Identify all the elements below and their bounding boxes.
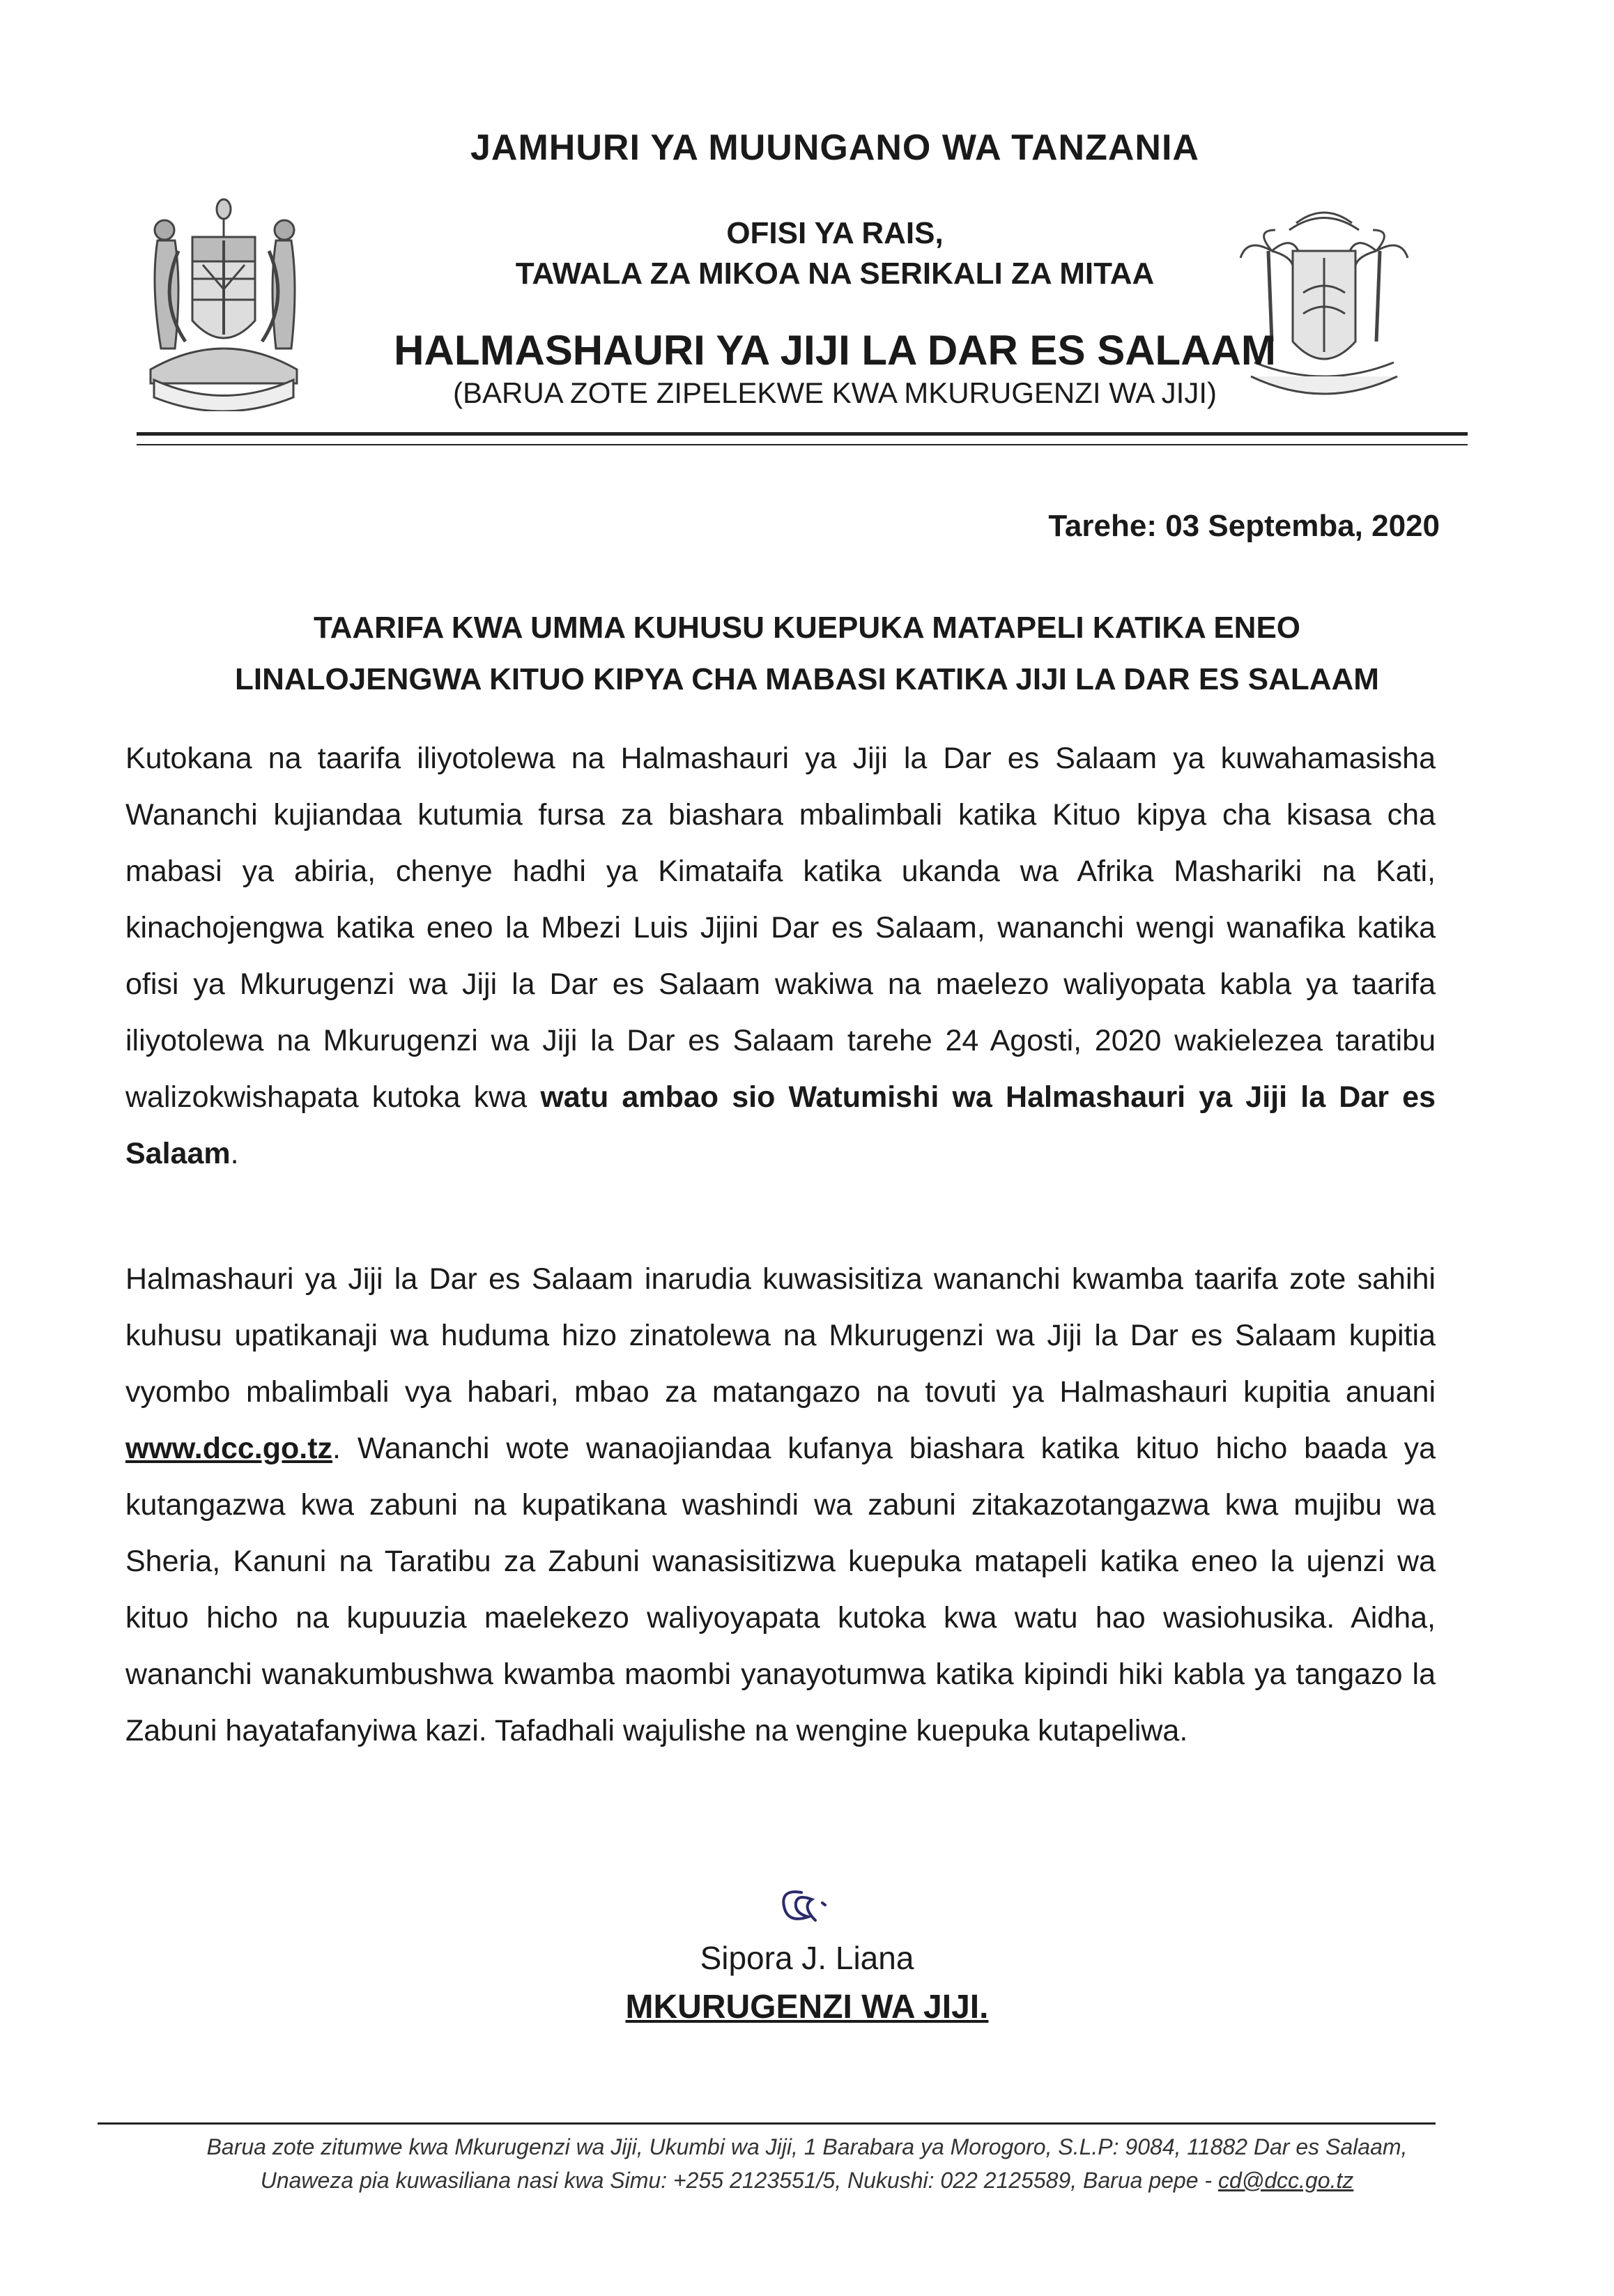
signatory-title-text: MKURUGENZI WA JIJI. — [625, 1989, 989, 2026]
signatory-title — [0, 1988, 1614, 2026]
subject-line-2: LINALOJENGWA KITUO KIPYA CHA MABASI KATIKA JIJI LA DAR ES SALAAM — [235, 662, 1379, 696]
council-name: HALMASHAURI YA JIJI LA DAR ES SALAAM — [394, 327, 1276, 374]
footer-address: Barua zote zitumwe kwa Mkurugenzi wa Jiji, Ukumbi wa Jiji, 1 Barabara ya Morogoro, S.L.P: 9084, 11882 Dar es Salaam, — [206, 2134, 1408, 2159]
header-divider-thin — [137, 444, 1468, 445]
paragraph-text: Kutokana na taarifa iliyotolewa na Halmashauri ya Jiji la Dar es Salaam ya kuwahamasisha Wananchi kujiandaa kutumia fursa za biashara mbalimbali katika Kituo kipya cha kisasa cha mabasi ya abiria, chenye hadhi ya Kimataifa katika ukanda wa Afrika Mashariki na Kati, kinachojengwa katika eneo la Mbezi Luis Jijini Dar es Salaam, wananchi wengi wanafika katika ofisi ya Mkurugenzi wa Jiji la Dar es Salaam wakiwa na maelezo waliyopata kabla ya taarifa iliyotolewa na Mkurugenzi wa Jiji la Dar es Salaam tarehe 24 Agosti, 2020 wakielezea taratibu walizokwishapata kutoka kwa — [125, 742, 1436, 1114]
website-link[interactable]: www.dcc.go.tz — [125, 1432, 333, 1465]
letter-date: Tarehe: 03 Septemba, 2020 — [1048, 509, 1440, 543]
address-instruction: (BARUA ZOTE ZIPELEKWE KWA MKURUGENZI WA JIJI) — [453, 376, 1217, 409]
paragraph-text: Halmashauri ya Jiji la Dar es Salaam inarudia kuwasisitiza wananchi kwamba taarifa zote sahihi kuhusu upatikanaji wa huduma hizo zinatolewa na Mkurugenzi wa Jiji la Dar es Salaam kupitia vyombo mbalimbali vya habari, mbao za matangazo na tovuti ya Halmashauri kupitia anuani — [125, 1262, 1436, 1409]
subject-line-1: TAARIFA KWA UMMA KUHUSU KUEPUKA MATAPELI KATIKA ENEO — [313, 611, 1301, 645]
office-line-2: TAWALA ZA MIKOA NA SERIKALI ZA MITAA — [515, 257, 1155, 291]
footer-email-link[interactable]: cd@dcc.go.tz — [1217, 2168, 1354, 2193]
footer-divider — [98, 2122, 1436, 2125]
signatory-name: Sipora J. Liana — [700, 1940, 914, 1976]
body-paragraph-2 — [125, 1251, 1436, 1759]
paragraph-text-end: . Wananchi wote wanaojiandaa kufanya biashara katika kituo hicho baada ya kutangazwa kwa zabuni na kupatikana washindi wa zabuni zitakazotangazwa kwa mujibu wa Sheria, Kanuni na Taratibu za Zabuni wanasisitizwa kuepuka matapeli katika eneo la ujenzi wa kituo hicho na kupuuzia maelekezo waliyoyapata kutoka kwa watu hao wasiohusika. Aidha, wananchi wanakumbushwa kwamba maombi yanayotumwa katika kipindi hiki kabla ya tangazo la Zabuni hayatafanyiwa kazi. Tafadhali wajulishe na wengine kuepuka kutapeliwa. — [125, 1432, 1436, 1747]
footer-contacts-text: Unaweza pia kuwasiliana nasi kwa Simu: +255 2123551/5, Nukushi: 022 2125589, Barua pepe - — [260, 2168, 1218, 2193]
office-line-1: OFISI YA RAIS, — [726, 216, 944, 250]
handwritten-signature-icon — [753, 1878, 850, 1941]
body-paragraph-1 — [125, 730, 1436, 1182]
paragraph-text-end: . — [230, 1137, 239, 1170]
country-name: JAMHURI YA MUUNGANO WA TANZANIA — [470, 128, 1199, 168]
header-divider-thick — [137, 432, 1468, 436]
footer-contacts — [0, 2168, 1614, 2194]
paragraph-emphasis: watu ambao sio Watumishi wa Halmashauri ya Jiji la Dar es Salaam — [125, 1080, 1436, 1170]
